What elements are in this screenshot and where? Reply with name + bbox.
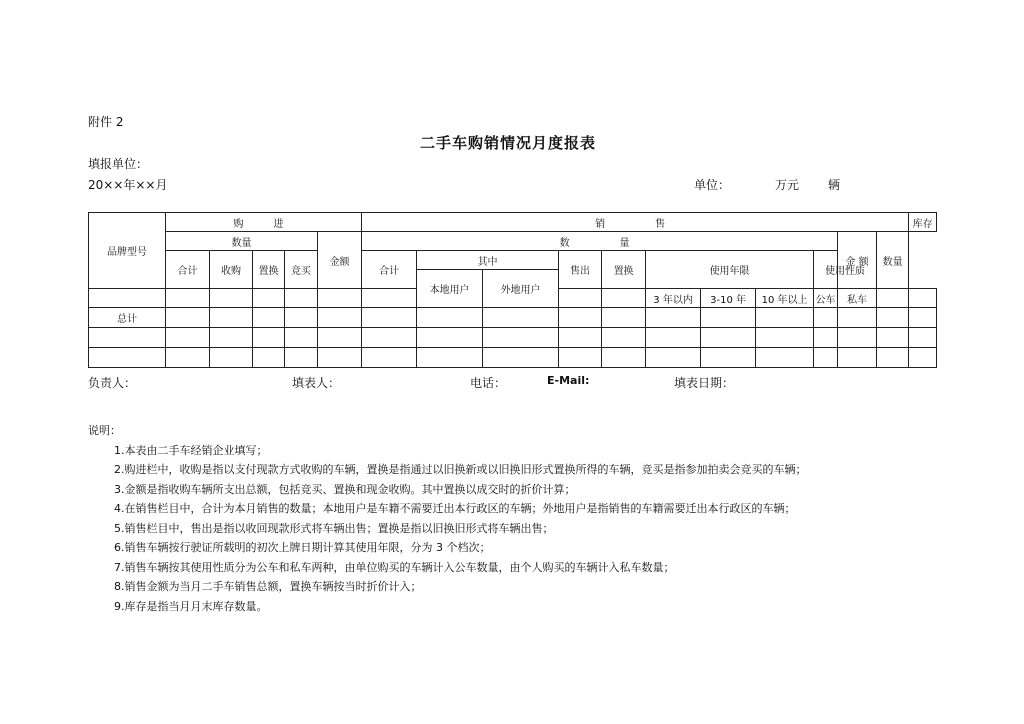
unit-label: 单位： (694, 178, 731, 192)
preparer-label: 填表人： (292, 376, 341, 390)
col-sales-amount: 金 额 (838, 232, 877, 289)
col-purchase: 购 进 (166, 213, 362, 232)
col-usage-nature: 使用性质 (814, 251, 877, 289)
col-under-3-years: 3 年以内 (646, 289, 701, 308)
unit-count: 辆 (828, 178, 841, 192)
row-grand-total-label: 总计 (89, 308, 166, 328)
email-label: E-Mail: (547, 374, 590, 387)
col-purchase-amount: 金额 (318, 232, 362, 289)
col-sales-quantity: 数 量 (362, 232, 838, 251)
col-sales: 销 售 (362, 213, 909, 232)
col-usage-years: 使用年限 (646, 251, 814, 289)
col-sales-total: 合计 (362, 251, 417, 289)
attachment-label: 附件 2 (88, 115, 124, 129)
report-table (88, 212, 937, 368)
col-of-which: 其中 (417, 251, 559, 270)
table-row (89, 348, 937, 368)
col-purchase-total: 合计 (166, 251, 210, 289)
col-purchase-swap: 置换 (253, 251, 285, 289)
col-brand-model: 品牌型号 (89, 213, 166, 289)
col-local-user: 本地用户 (417, 270, 483, 308)
col-acquire: 收购 (210, 251, 253, 289)
col-auction: 竞买 (285, 251, 318, 289)
col-stock-quantity: 数量 (877, 232, 909, 289)
filler-unit-label: 填报单位： (88, 157, 149, 171)
col-3-to-10-years: 3-10 年 (701, 289, 756, 308)
note-item: 8.销售金额为当月二手车销售总额，置换车辆按当时折价计入； (114, 580, 422, 593)
notes-title: 说明： (88, 424, 121, 437)
fill-date-label: 填表日期： (674, 376, 735, 390)
note-item: 4.在销售栏目中，合计为本月销售的数量；本地用户是车籍不需要迁出本行政区的车辆；外地用户是指销售的车籍需要迁出本行政区的车辆； (114, 502, 796, 515)
col-nonlocal-user: 外地用户 (483, 270, 559, 308)
note-item: 7.销售车辆按其使用性质分为公车和私车两种，由单位购买的车辆计入公车数量，由个人购买的车辆计入私车数量； (114, 560, 675, 574)
col-over-10-years: 10 年以上 (756, 289, 814, 308)
col-purchase-quantity: 数量 (166, 232, 318, 251)
col-sold: 售出 (559, 251, 602, 289)
note-item: 5.销售栏目中，售出是指以收回现款形式将车辆出售；置换是指以旧换旧形式将车辆出售； (114, 521, 554, 535)
note-item: 1.本表由二手车经销企业填写； (114, 443, 268, 457)
table-row (89, 328, 937, 348)
notes-section (88, 421, 807, 616)
phone-label: 电话： (470, 376, 507, 390)
col-public-car: 公车 (814, 289, 838, 308)
col-sales-swap: 置换 (602, 251, 646, 289)
report-title: 二手车购销情况月度报表 (420, 134, 597, 152)
col-private-car: 私车 (838, 289, 877, 308)
note-item: 6.销售车辆按行驶证所载明的初次上牌日期计算其使用年限，分为 3 个档次； (114, 541, 491, 554)
note-item: 3.金额是指收购车辆所支出总额，包括竞买、置换和现金收购。其中置换以成交时的折价计算； (114, 482, 576, 496)
note-item: 9.库存是指当月月末库存数量。 (114, 599, 268, 613)
responsible-label: 负责人： (88, 376, 137, 390)
col-stock: 库存 (909, 213, 937, 232)
period-label: 20××年××月 (88, 178, 168, 192)
unit-money: 万元 (775, 178, 800, 192)
note-item: 2.购进栏中，收购是指以支付现款方式收购的车辆，置换是指通过以旧换新或以旧换旧形式置换所得的车辆，竞买是指参加拍卖会竞买的车辆； (114, 463, 807, 476)
